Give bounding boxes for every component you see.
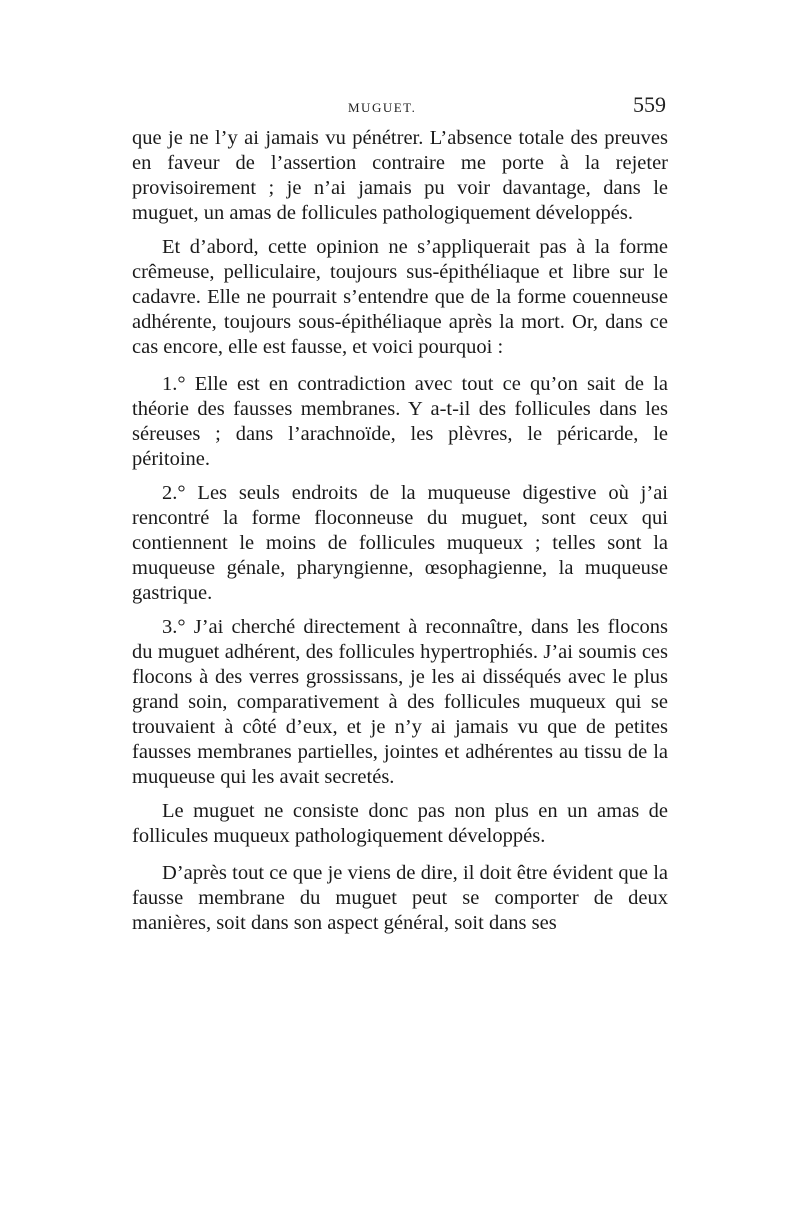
book-page <box>132 92 668 1052</box>
paragraph: D’après tout ce que je viens de dire, il doit être évident que la fausse membrane du muguet peut se comporter de deux manières, soit dans son aspect général, soit dans ses <box>132 862 668 934</box>
page-header <box>132 92 668 126</box>
paragraph: Le muguet ne consiste donc pas non plus en un amas de follicules muqueux pathologiquement développés. <box>132 800 668 847</box>
paragraph: Et d’abord, cette opinion ne s’appliquerait pas à la forme crêmeuse, pelliculaire, toujours sus-épithéliaque et libre sur le cadavre. Elle ne pourrait s’entendre que de la forme couenneuse adhérente, toujours sous-épithéliaque après la mort. Or, dans ce cas encore, elle est fausse, et voici pourquoi : <box>132 236 668 358</box>
running-head: MUGUET. <box>348 100 417 115</box>
body-text <box>132 126 668 936</box>
paragraph: 3.° J’ai cherché directement à reconnaître, dans les flocons du muguet adhérent, des follicules hypertrophiés. J’ai soumis ces flocons à des verres grossissans, je les ai disséqués avec le plus grand soin, comparativement à des follicules muqueux qui se trouvaient à côté d’eux, et je n’y ai jamais vu que de petites fausses membranes partielles, jointes et adhérentes au tissu de la muqueuse qui les avait secretés. <box>132 616 668 788</box>
paragraph: 1.° Elle est en contradiction avec tout ce qu’on sait de la théorie des fausses membranes. Y a-t-il des follicules dans les séreuses ; dans l’arachnoïde, les plèvres, le péricarde, le péritoine. <box>132 373 668 470</box>
paragraph: que je ne l’y ai jamais vu pénétrer. L’absence totale des preuves en faveur de l’assertion contraire me porte à la rejeter provisoirement ; je n’ai jamais pu voir davantage, dans le muguet, un amas de follicules pathologiquement développés. <box>132 127 668 224</box>
paragraph: 2.° Les seuls endroits de la muqueuse digestive où j’ai rencontré la forme floconneuse du muguet, sont ceux qui contiennent le moins de follicules muqueux ; telles sont la muqueuse génale, pharyngienne, œsophagienne, la muqueuse gastrique. <box>132 482 668 604</box>
page-number: 559 <box>633 92 666 117</box>
